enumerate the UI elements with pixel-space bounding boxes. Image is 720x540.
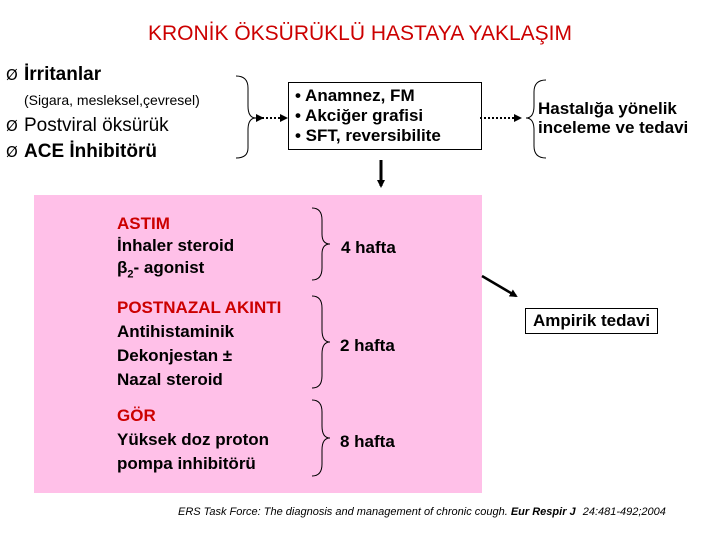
treatment-line: İnhaler steroid — [117, 236, 235, 255]
treatment-line: Dekonjestan ± — [117, 346, 233, 365]
postnasal-bracket — [312, 296, 330, 388]
treatment-heading: ASTIM — [117, 214, 170, 233]
cause-postviral-label: Postviral öksürük — [24, 115, 169, 136]
targeted-bracket — [526, 80, 546, 158]
evaluation-item: • Anamnez, FM — [295, 86, 415, 105]
citation-ref: 24:481-492;2004 — [582, 506, 666, 518]
treatment-heading: POSTNAZAL AKINTI — [117, 298, 282, 317]
treatment-line: pompa inhibitörü — [117, 454, 256, 473]
evaluation-item: • SFT, reversibilite — [295, 126, 441, 145]
cause-ace-label: ACE İnhibitörü — [24, 141, 157, 162]
cause-irritants-label: İrritanlar — [24, 64, 102, 85]
arrow-bullet-icon: Ø — [6, 66, 18, 84]
cause-irritants-detail: (Sigara, mesleksel,çevresel) — [24, 92, 200, 108]
duration-gerd: 8 hafta — [340, 432, 395, 451]
empiric-therapy-box: Ampirik tedavi — [525, 308, 658, 334]
duration-asthma: 4 hafta — [341, 238, 396, 257]
causes-bracket — [236, 76, 256, 158]
treatment-line: Nazal steroid — [117, 370, 223, 389]
evaluation-item: • Akciğer grafisi — [295, 106, 424, 125]
citation-text: ERS Task Force: The diagnosis and management of chronic cough. — [178, 506, 508, 518]
treatment-line: Yüksek doz proton — [117, 430, 270, 449]
citation-journal: Eur Respir J — [510, 506, 576, 518]
duration-postnasal: 2 hafta — [340, 336, 395, 355]
arrow-bullet-icon: Ø — [6, 117, 18, 135]
page-title: KRONİK ÖKSÜRÜKLÜ HASTAYA YAKLAŞIM — [147, 22, 572, 45]
targeted-therapy-line: inceleme ve tedavi — [538, 118, 689, 137]
treatment-line: $\beta_2-$ agonist — [117, 258, 205, 281]
gerd-bracket — [312, 400, 330, 476]
arrow-bullet-icon: Ø — [6, 143, 18, 161]
empiric-arrow — [482, 276, 516, 296]
treatment-line: Antihistaminik — [117, 322, 235, 341]
targeted-therapy-line: Hastalığa yönelik — [538, 99, 677, 118]
asthma-bracket — [312, 208, 330, 280]
treatment-heading: GÖR — [117, 406, 156, 425]
